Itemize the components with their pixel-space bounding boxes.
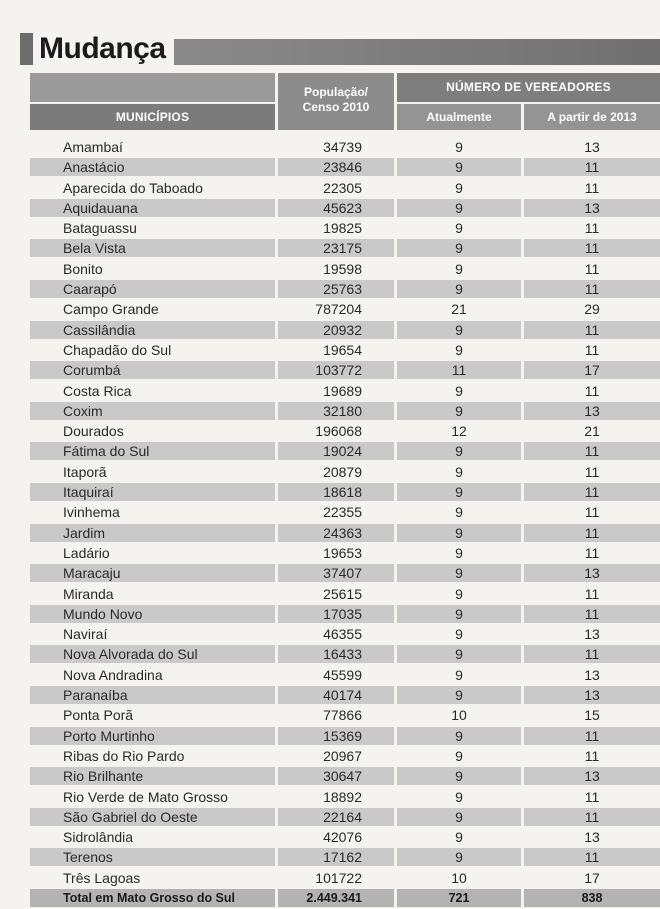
- a-partir-cell: 11: [584, 382, 600, 399]
- table-row: [30, 157, 660, 177]
- table-row: [30, 238, 660, 258]
- table-row: [30, 685, 660, 705]
- populacao-cell: 32180: [278, 402, 394, 420]
- atualmente-cell: 9: [397, 321, 521, 339]
- municipio-cell: Dourados: [63, 423, 124, 440]
- a-partir-cell: 11: [524, 645, 660, 663]
- header-a-partir-2013: A partir de 2013: [524, 104, 660, 130]
- municipio-cell: São Gabriel do Oeste: [30, 808, 275, 826]
- populacao-cell: 45599: [323, 666, 362, 683]
- atualmente-cell: 9: [397, 686, 521, 704]
- atualmente-cell: 9: [455, 139, 463, 155]
- table-row: [30, 360, 660, 380]
- populacao-cell: 19024: [278, 442, 394, 460]
- a-partir-cell: 11: [524, 727, 660, 745]
- table-row: [30, 584, 660, 604]
- populacao-cell: 40174: [278, 686, 394, 704]
- populacao-cell: 24363: [278, 524, 394, 542]
- populacao-cell: 18618: [278, 483, 394, 501]
- table-row: [30, 523, 660, 543]
- a-partir-cell: 11: [584, 341, 600, 358]
- a-partir-cell: 11: [584, 220, 600, 237]
- populacao-cell: 20879: [323, 463, 362, 480]
- atualmente-cell: 9: [397, 645, 521, 663]
- atualmente-cell: 9: [455, 463, 463, 480]
- table-row: [30, 462, 660, 482]
- municipio-cell: Amambaí: [63, 139, 123, 155]
- atualmente-cell: 9: [397, 199, 521, 217]
- atualmente-cell: 9: [455, 341, 463, 358]
- atualmente-cell: 9: [397, 280, 521, 298]
- a-partir-cell: 838: [524, 889, 660, 907]
- municipio-cell: Coxim: [30, 402, 275, 420]
- table-row: [30, 299, 660, 319]
- municipio-cell: Miranda: [63, 585, 114, 602]
- municipio-cell: Nova Andradina: [63, 666, 163, 683]
- municipio-cell: Rio Verde de Mato Grosso: [63, 788, 228, 805]
- municipio-cell: Itaquiraí: [30, 483, 275, 501]
- a-partir-cell: 11: [584, 544, 600, 561]
- populacao-cell: 22164: [278, 808, 394, 826]
- municipio-cell: Anastácio: [30, 158, 275, 176]
- atualmente-cell: 9: [397, 402, 521, 420]
- table-row: [30, 726, 660, 746]
- a-partir-cell: 13: [584, 626, 600, 643]
- total-row: [30, 888, 660, 908]
- populacao-cell: 787204: [315, 301, 362, 318]
- municipio-cell: Cassilândia: [30, 321, 275, 339]
- a-partir-cell: 11: [584, 260, 600, 277]
- a-partir-cell: 11: [584, 788, 600, 805]
- table-row: [30, 198, 660, 218]
- populacao-cell: 25615: [323, 585, 362, 602]
- a-partir-cell: 15: [584, 707, 600, 724]
- municipio-cell: Rio Brilhante: [30, 767, 275, 785]
- atualmente-cell: 9: [455, 504, 463, 521]
- header-municipios: [30, 73, 275, 130]
- table-row: [30, 279, 660, 299]
- municipio-cell: Bela Vista: [30, 239, 275, 257]
- populacao-cell: 17162: [278, 848, 394, 866]
- populacao-cell: 18892: [323, 788, 362, 805]
- a-partir-cell: 11: [524, 524, 660, 542]
- table-row: [30, 705, 660, 725]
- a-partir-cell: 11: [584, 504, 600, 521]
- municipio-cell: Corumbá: [30, 361, 275, 379]
- atualmente-cell: 9: [455, 382, 463, 399]
- municipio-cell: Bataguassu: [63, 220, 137, 237]
- header-populacao-line2: Censo 2010: [302, 100, 370, 114]
- municipio-cell: Jardim: [30, 524, 275, 542]
- populacao-cell: 19689: [323, 382, 362, 399]
- a-partir-cell: 13: [524, 564, 660, 582]
- populacao-cell: 37407: [278, 564, 394, 582]
- a-partir-cell: 11: [524, 321, 660, 339]
- table-row: [30, 381, 660, 401]
- table-row: [30, 807, 660, 827]
- a-partir-cell: 11: [524, 239, 660, 257]
- atualmente-cell: 9: [397, 239, 521, 257]
- a-partir-cell: 11: [584, 463, 600, 480]
- populacao-cell: 30647: [278, 767, 394, 785]
- header-numero-vereadores: [397, 73, 660, 130]
- populacao-cell: 19654: [323, 341, 362, 358]
- table-row: [30, 543, 660, 563]
- header-populacao: [278, 73, 394, 130]
- atualmente-cell: 12: [451, 423, 467, 440]
- populacao-cell: 20932: [278, 321, 394, 339]
- municipio-cell: Campo Grande: [63, 301, 159, 318]
- table-row: [30, 137, 660, 157]
- atualmente-cell: 9: [455, 220, 463, 237]
- a-partir-cell: 13: [584, 139, 600, 155]
- a-partir-cell: 11: [584, 179, 600, 196]
- header-municipios-top: [30, 73, 275, 102]
- table-body: [30, 137, 660, 908]
- atualmente-cell: 9: [455, 626, 463, 643]
- municipio-cell: Itaporã: [63, 463, 107, 480]
- populacao-cell: 23846: [278, 158, 394, 176]
- municipio-cell: Três Lagoas: [63, 869, 141, 886]
- municipio-cell: Caarapó: [30, 280, 275, 298]
- table-row: [30, 441, 660, 461]
- a-partir-cell: 11: [584, 747, 600, 764]
- municipio-cell: Aquidauana: [30, 199, 275, 217]
- a-partir-cell: 13: [524, 767, 660, 785]
- table-row: [30, 624, 660, 644]
- municipio-cell: Porto Murtinho: [30, 727, 275, 745]
- populacao-cell: 20967: [323, 747, 362, 764]
- atualmente-cell: 9: [397, 605, 521, 623]
- atualmente-cell: 10: [451, 707, 467, 724]
- table-row: [30, 421, 660, 441]
- atualmente-cell: 721: [397, 889, 521, 907]
- municipio-cell: Costa Rica: [63, 382, 132, 399]
- table-row: [30, 563, 660, 583]
- a-partir-cell: 17: [524, 361, 660, 379]
- table-row: [30, 665, 660, 685]
- municipio-cell: Sidrolândia: [63, 829, 134, 846]
- municipio-cell: Fátima do Sul: [30, 442, 275, 460]
- municipio-cell: Ivinhema: [63, 504, 120, 521]
- atualmente-cell: 9: [455, 179, 463, 196]
- atualmente-cell: 10: [451, 869, 467, 886]
- populacao-cell: 19825: [323, 220, 362, 237]
- populacao-cell: 2.449.341: [278, 889, 394, 907]
- atualmente-cell: 9: [455, 829, 463, 846]
- municipio-cell: Paranaíba: [30, 686, 275, 704]
- atualmente-cell: 9: [397, 564, 521, 582]
- table-row: [30, 644, 660, 664]
- populacao-cell: 22305: [323, 179, 362, 196]
- atualmente-cell: 9: [455, 585, 463, 602]
- a-partir-cell: 13: [524, 402, 660, 420]
- a-partir-cell: 11: [524, 280, 660, 298]
- table-row: [30, 259, 660, 279]
- atualmente-cell: 9: [397, 808, 521, 826]
- atualmente-cell: 9: [455, 260, 463, 277]
- atualmente-cell: 9: [397, 483, 521, 501]
- populacao-cell: 103772: [278, 361, 394, 379]
- table-row: [30, 604, 660, 624]
- a-partir-cell: 13: [524, 199, 660, 217]
- municipio-cell: Bonito: [63, 260, 103, 277]
- a-partir-cell: 17: [584, 869, 600, 886]
- a-partir-cell: 11: [524, 442, 660, 460]
- populacao-cell: 196068: [315, 423, 362, 440]
- table-row: [30, 787, 660, 807]
- a-partir-cell: 11: [524, 808, 660, 826]
- atualmente-cell: 9: [455, 747, 463, 764]
- table-row: [30, 401, 660, 421]
- a-partir-cell: 13: [584, 666, 600, 683]
- header-numero-vereadores-label: NÚMERO DE VEREADORES: [397, 73, 660, 102]
- a-partir-cell: 11: [524, 158, 660, 176]
- table-row: [30, 766, 660, 786]
- populacao-cell: 15369: [278, 727, 394, 745]
- header-atualmente: Atualmente: [397, 104, 521, 130]
- a-partir-cell: 21: [584, 423, 600, 440]
- header-municipios-label: MUNICÍPIOS: [30, 104, 275, 130]
- municipio-cell: Total em Mato Grosso do Sul: [30, 889, 275, 907]
- page-title: Mudança: [39, 32, 166, 65]
- atualmente-cell: 9: [455, 544, 463, 561]
- a-partir-cell: 11: [524, 605, 660, 623]
- populacao-cell: 19653: [323, 544, 362, 561]
- populacao-cell: 101722: [315, 869, 362, 886]
- atualmente-cell: 9: [455, 788, 463, 805]
- populacao-cell: 23175: [278, 239, 394, 257]
- a-partir-cell: 29: [584, 301, 600, 318]
- table-row: [30, 178, 660, 198]
- atualmente-cell: 21: [451, 301, 467, 318]
- populacao-cell: 46355: [323, 626, 362, 643]
- atualmente-cell: 9: [397, 524, 521, 542]
- populacao-cell: 45623: [278, 199, 394, 217]
- municipio-cell: Mundo Novo: [30, 605, 275, 623]
- header-populacao-line1: População/: [303, 85, 368, 99]
- a-partir-cell: 13: [584, 829, 600, 846]
- populacao-cell: 77866: [323, 707, 362, 724]
- table-row: [30, 340, 660, 360]
- table-row: [30, 746, 660, 766]
- header-subcolumns: [397, 104, 660, 130]
- atualmente-cell: 11: [397, 361, 521, 379]
- municipio-cell: Chapadão do Sul: [63, 341, 172, 358]
- a-partir-cell: 11: [524, 483, 660, 501]
- populacao-cell: 19598: [323, 260, 362, 277]
- table-row: [30, 502, 660, 522]
- municipio-cell: Ponta Porã: [63, 707, 134, 724]
- municipio-cell: Terenos: [30, 848, 275, 866]
- populacao-cell: 22355: [323, 504, 362, 521]
- populacao-cell: 17035: [278, 605, 394, 623]
- populacao-cell: 16433: [278, 645, 394, 663]
- a-partir-cell: 13: [524, 686, 660, 704]
- municipio-cell: Nova Alvorada do Sul: [30, 645, 275, 663]
- atualmente-cell: 9: [397, 442, 521, 460]
- atualmente-cell: 9: [397, 158, 521, 176]
- title-divider: [174, 39, 660, 65]
- populacao-cell: 42076: [323, 829, 362, 846]
- municipio-cell: Naviraí: [63, 626, 108, 643]
- municipio-cell: Aparecida do Taboado: [63, 179, 203, 196]
- table-row: [30, 868, 660, 888]
- a-partir-cell: 11: [524, 848, 660, 866]
- municipio-cell: Ladário: [63, 544, 110, 561]
- atualmente-cell: 9: [397, 767, 521, 785]
- municipio-cell: Ribas do Rio Pardo: [63, 747, 185, 764]
- atualmente-cell: 9: [397, 848, 521, 866]
- atualmente-cell: 9: [455, 666, 463, 683]
- a-partir-cell: 11: [584, 585, 600, 602]
- populacao-cell: 25763: [278, 280, 394, 298]
- title-block-icon: [20, 33, 33, 65]
- table-row: [30, 482, 660, 502]
- table-row: [30, 320, 660, 340]
- table-row: [30, 218, 660, 238]
- atualmente-cell: 9: [397, 727, 521, 745]
- municipio-cell: Maracaju: [30, 564, 275, 582]
- table-row: [30, 847, 660, 867]
- populacao-cell: 34739: [323, 139, 362, 155]
- title-bar: [20, 33, 660, 65]
- table-row: [30, 827, 660, 847]
